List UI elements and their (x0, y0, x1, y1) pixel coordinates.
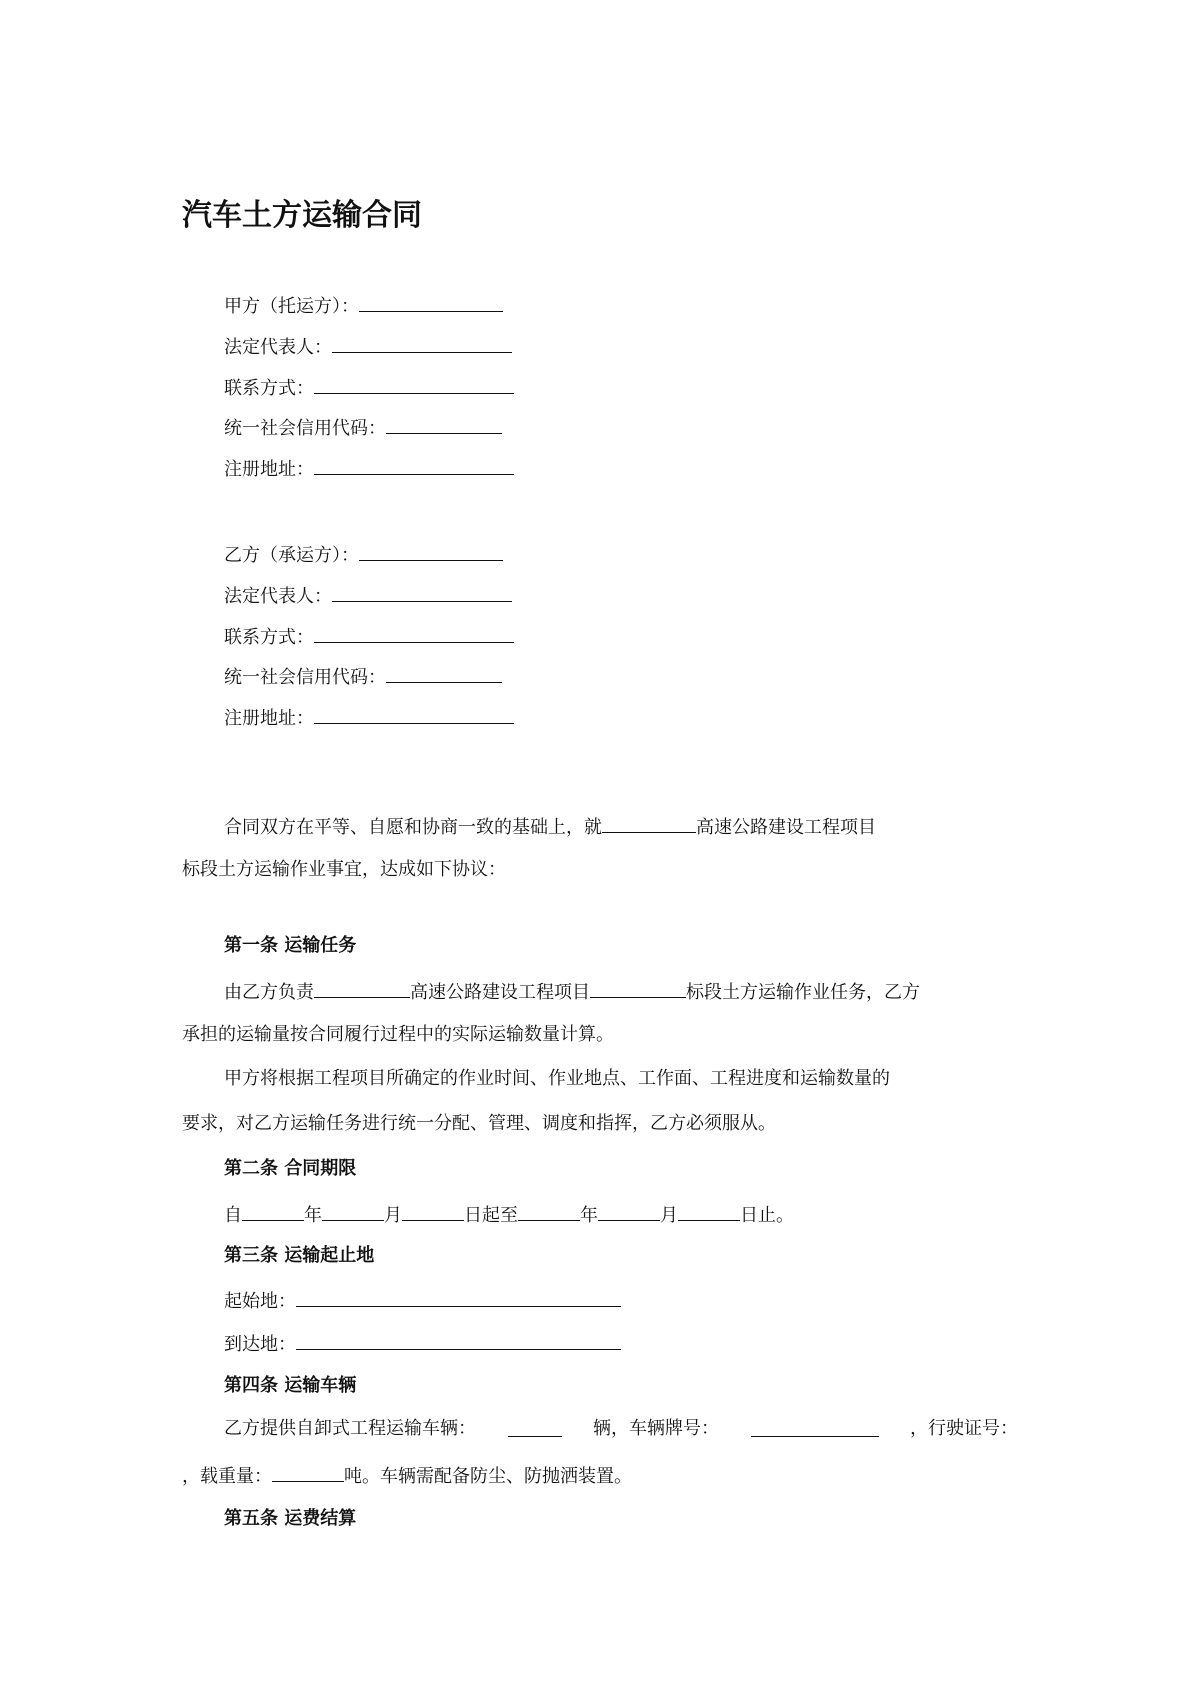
article-1-text-b: 高速公路建设工程项目 (410, 982, 590, 1003)
start-month-blank[interactable] (322, 1200, 384, 1221)
article-1-text-a: 由乙方负责 (224, 982, 314, 1003)
party-b-contact-blank[interactable] (314, 622, 514, 643)
start-day-blank[interactable] (402, 1200, 464, 1221)
article-1-project-blank[interactable] (314, 977, 410, 998)
party-a-address-label: 注册地址： (224, 459, 314, 480)
end-location-label: 到达地： (224, 1334, 296, 1355)
preamble-project-blank[interactable] (602, 812, 696, 833)
party-a-contact-blank[interactable] (314, 373, 514, 394)
end-location-blank[interactable] (296, 1329, 621, 1350)
party-a-contact-row (224, 373, 514, 399)
preamble-text-b: 高速公路建设工程项目 (696, 817, 876, 838)
party-a-rep-label: 法定代表人： (224, 337, 332, 358)
party-b-credit-label: 统一社会信用代码： (224, 667, 386, 688)
article-1-p1-line-1 (224, 977, 920, 1003)
party-a-address-row (224, 454, 514, 480)
start-location-blank[interactable] (296, 1286, 621, 1307)
party-b-rep-label: 法定代表人： (224, 586, 332, 607)
article-1-text-c: 标段土方运输作业任务，乙方 (686, 982, 920, 1003)
preamble-line-1 (224, 812, 876, 838)
end-year-blank[interactable] (518, 1200, 580, 1221)
term-from-text: 自 (224, 1205, 242, 1226)
party-b-rep-row (224, 581, 512, 607)
party-b-address-row (224, 703, 514, 729)
article-4-line-2 (182, 1461, 632, 1487)
article-2-heading: 第二条 合同期限 (224, 1158, 357, 1179)
article-1-p2-line-1: 甲方将根据工程项目所确定的作业时间、作业地点、工作面、工程进度和运输数量的 (224, 1068, 890, 1089)
party-b-credit-blank[interactable] (386, 662, 502, 683)
vehicle-count-blank[interactable] (508, 1416, 562, 1437)
term-year2-text: 年 (580, 1205, 598, 1226)
article-1-section-blank[interactable] (590, 977, 686, 998)
load-capacity-blank[interactable] (272, 1461, 344, 1482)
party-b-contact-row (224, 622, 514, 648)
license-label: ，行驶证号： (910, 1418, 1018, 1439)
preamble-text-a: 合同双方在平等、自愿和协商一致的基础上，就 (224, 817, 602, 838)
load-capacity-label: ，载重量： (182, 1466, 272, 1487)
article-4-line-1 (224, 1416, 1018, 1442)
party-b-rep-blank[interactable] (332, 581, 512, 602)
party-b-credit-row (224, 662, 502, 688)
term-month2-text: 月 (660, 1205, 678, 1226)
start-year-blank[interactable] (242, 1200, 304, 1221)
party-b-address-blank[interactable] (314, 703, 514, 724)
article-3-heading: 第三条 运输起止地 (224, 1245, 375, 1266)
party-b-address-label: 注册地址： (224, 708, 314, 729)
party-b-name-label: 乙方（承运方）： (224, 545, 359, 566)
preamble-line-2: 标段土方运输作业事宜，达成如下协议： (182, 859, 506, 880)
term-month-text: 月 (384, 1205, 402, 1226)
party-a-name-row (224, 291, 503, 317)
article-1-p1-line-2: 承担的运输量按合同履行过程中的实际运输数量计算。 (182, 1024, 614, 1045)
party-a-credit-blank[interactable] (386, 413, 502, 434)
article-2-term-row (224, 1200, 794, 1226)
party-b-name-row (224, 540, 503, 566)
end-location-row (224, 1329, 621, 1355)
vehicles-label: 乙方提供自卸式工程运输车辆： (224, 1418, 476, 1439)
plate-label: 辆，车辆牌号： (593, 1418, 719, 1439)
load-capacity-text: 吨。车辆需配备防尘、防抛洒装置。 (344, 1466, 632, 1487)
article-5-heading: 第五条 运费结算 (224, 1508, 357, 1529)
party-a-contact-label: 联系方式： (224, 378, 314, 399)
party-a-name-label: 甲方（托运方）： (224, 296, 359, 317)
article-4-heading: 第四条 运输车辆 (224, 1375, 357, 1396)
party-a-rep-blank[interactable] (332, 332, 512, 353)
term-day-to-text: 日起至 (464, 1205, 518, 1226)
party-a-name-blank[interactable] (359, 291, 503, 312)
article-1-p2-line-2: 要求，对乙方运输任务进行统一分配、管理、调度和指挥，乙方必须服从。 (182, 1113, 776, 1134)
party-a-credit-label: 统一社会信用代码： (224, 418, 386, 439)
start-location-label: 起始地： (224, 1291, 296, 1312)
term-day-end-text: 日止。 (740, 1205, 794, 1226)
party-a-credit-row (224, 413, 502, 439)
term-year-text: 年 (304, 1205, 322, 1226)
start-location-row (224, 1286, 621, 1312)
party-b-name-blank[interactable] (359, 540, 503, 561)
document-title: 汽车土方运输合同 (182, 198, 422, 233)
article-1-heading: 第一条 运输任务 (224, 935, 357, 956)
end-month-blank[interactable] (598, 1200, 660, 1221)
party-a-address-blank[interactable] (314, 454, 514, 475)
plate-number-blank[interactable] (751, 1416, 879, 1437)
party-b-contact-label: 联系方式： (224, 627, 314, 648)
end-day-blank[interactable] (678, 1200, 740, 1221)
party-a-rep-row (224, 332, 512, 358)
